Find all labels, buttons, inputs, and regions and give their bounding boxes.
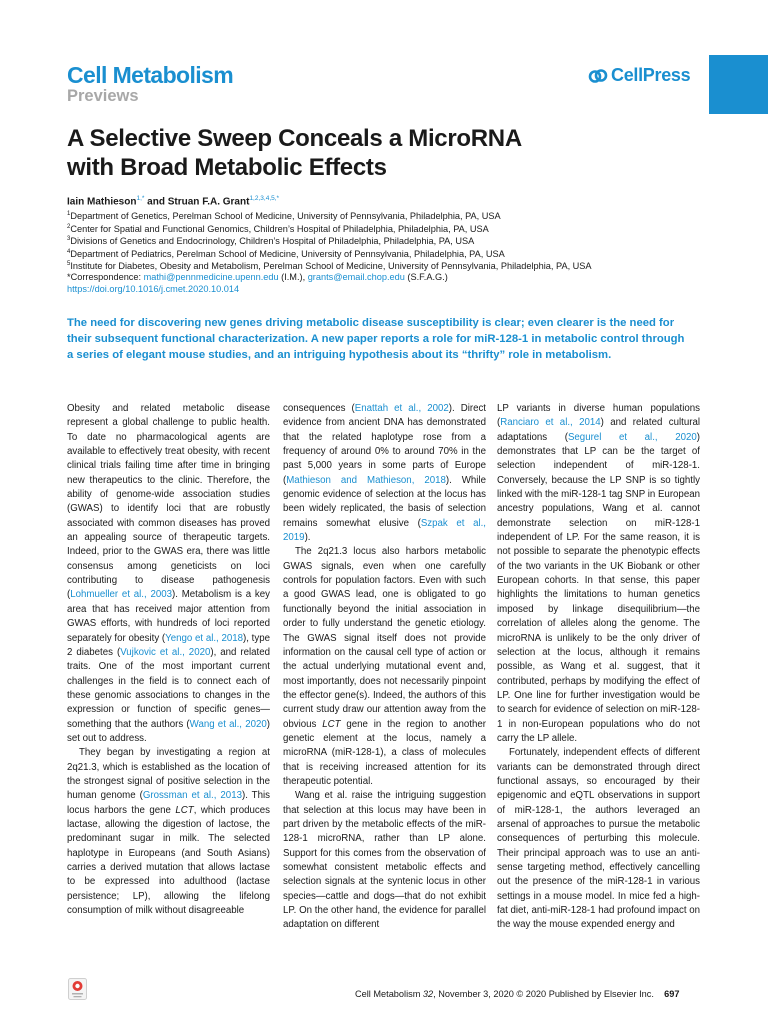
article-title	[67, 124, 667, 182]
crossmark-icon[interactable]	[68, 978, 87, 1000]
reference-link[interactable]: Enattah et al., 2002	[354, 403, 449, 414]
affiliation-num: 2	[67, 223, 71, 230]
affiliation-text: Divisions of Genetics and Endocrinology, Children’s Hospital of Philadelphia, Philadelphia, PA, USA	[70, 236, 475, 247]
cellpress-logo[interactable]	[588, 65, 690, 86]
correspondence-mid: (I.M.),	[278, 271, 308, 282]
page-footer	[355, 989, 679, 999]
text-run: ) demonstrates that LP can be the target of selection independent of miR-128-1. Conversely, because the LP SNP is so tightly linked with the miR-128-1 tag SNP in European ancestry populations, Wang et al. cannot demonstrate selection on miR-128-1 independent of LP. For the same reason, it is not possible to separate the phenotypic effects of the two variants in the UK Biobank or other European cohorts. In that sense, this paper highlights the limitations to human genetics imposed by linkage disequilibrium—the correlation of alleles along the genome. The microRNA is unlikely to be the only driver of selection at the locus, although it remains possible, as Wang et al. suggest, that it contributed, perhaps by modifying the effect of LP. One line for further investigation would be to search for evidence of selection on miR-128-1 in non-European populations who do not carry the LP allele.	[497, 431, 701, 744]
footer-volume: 32	[422, 989, 434, 999]
affiliation-text: Center for Spatial and Functional Genomics, Children’s Hospital of Philadelphia, Philadelphia, PA, USA	[70, 223, 489, 234]
cellpress-icon	[588, 68, 608, 84]
text-run: ). Direct evidence from ancient DNA has demonstrated that the related haplotype rose from a frequency of around 0% to around 70% in the past 5,000 years in some parts of Europe (	[283, 403, 487, 486]
title-line-2: with Broad Metabolic Effects	[67, 154, 387, 181]
correspondence	[67, 272, 448, 284]
reference-link[interactable]: Lohmueller et al., 2003	[70, 589, 173, 601]
body-column-1	[67, 402, 270, 918]
reference-link[interactable]: Wang et al., 2020	[189, 718, 267, 730]
affiliation-num: 4	[67, 248, 71, 255]
reference-link[interactable]: Segurel et al., 2020	[567, 431, 697, 443]
body-column-2	[283, 402, 486, 933]
author-2-sup: 1,2,3,4,5,*	[249, 195, 280, 202]
title-line-1: A Selective Sweep Conceals a MicroRNA	[67, 125, 522, 152]
section-label: Previews	[67, 87, 139, 105]
reference-link[interactable]: Vujkovic et al., 2020	[120, 646, 211, 658]
affiliation-num: 5	[67, 261, 71, 267]
paragraph	[497, 402, 700, 746]
journal-name: Cell Metabolism	[67, 62, 234, 88]
author-and: and	[144, 196, 168, 208]
text-run: ) and related cultural adaptations (	[497, 417, 700, 443]
body-column-3	[497, 402, 700, 933]
paragraph	[67, 746, 270, 918]
text-run: LP variants in diverse human populations (	[497, 403, 700, 429]
author-1-sup: 1,*	[136, 195, 145, 202]
paragraph	[283, 402, 486, 545]
paragraph: Wang et al. raise the intriguing suggestion that selection at this locus may have been in part driven by the metabolic effects of the miR-128-1 microRNA, rather than LP alone. Support for this comes from the observation of somewhat consistent metabolic effects and selection signals at the syntenic locus in other species—cattle and dogs—that do not exhibit LP. On the other hand, the evidence for parallel adaptation on different	[283, 790, 486, 931]
text-run: ). Metabolism is a key area that has received major attention from GWAS efforts, with hundreds of loci reported separately for obesity (	[67, 589, 270, 644]
paragraph: Fortunately, independent effects of different variants can be demonstrated through direct functional assays, so encouraged by their epigenomic and eQTL observations in support of miR-128-1, the authors leveraged an arsenal of approaches to pursue the metabolic consequences of perturbing this molecule. Their principal approach was to use an anti-sense targeting method, effectively cancelling out the presence of the miR-128-1 in various settings in a mouse model. In mice fed a high-fat diet, anti-miR-128-1 had profound impact on the way the mouse expended energy and	[497, 747, 701, 931]
footer-text: , November 3, 2020 © 2020 Published by Elsevier Inc.	[433, 989, 654, 999]
page-number: 697	[664, 989, 680, 999]
gene-name: LCT	[322, 718, 341, 730]
corner-tab	[709, 55, 768, 114]
text-run: gene in the region to another genetic element at the locus, namely a microRNA (miR-128-1), a class of molecules that is receiving increased attention for its therapeutic potential.	[283, 718, 486, 787]
author-1[interactable]: Iain Mathieson	[67, 196, 137, 208]
affiliation-text: Department of Pediatrics, Perelman School of Medicine, University of Pennsylvania, Philadelphia, PA, USA	[70, 248, 505, 259]
reference-link[interactable]: Grossman et al., 2013	[142, 790, 242, 802]
reference-link[interactable]: Ranciaro et al., 2014	[500, 417, 601, 429]
author-list	[67, 195, 279, 207]
reference-link[interactable]: Szpak et al., 2019	[283, 517, 486, 544]
logo-text: CellPress	[611, 65, 691, 85]
text-run: ). While genomic evidence of selection at the locus has been widely replicated, the basis of selection remains somewhat elusive (	[283, 474, 487, 529]
affiliation-num: 3	[67, 236, 71, 242]
affiliation-num: 1	[67, 211, 71, 217]
paragraph	[283, 545, 486, 789]
affiliation-text: Department of Genetics, Perelman School of Medicine, University of Pennsylvania, Philadelphia, PA, USA	[70, 211, 501, 222]
text-run: ), and related traits. One of the most important current challenges in the field is to connect each of these genomic associations to changes in the expression or function of specific genes—something that the authors (	[67, 646, 270, 730]
email-link-1[interactable]: mathi@pennmedicine.upenn.edu	[143, 271, 279, 282]
affiliation-text: Institute for Diabetes, Obesity and Metabolism, Perelman School of Medicine, University of Pennsylvania, Philadelphia, PA, USA	[70, 261, 592, 272]
author-2[interactable]: Struan F.A. Grant	[167, 196, 250, 208]
text-run: The 2q21.3 locus also harbors metabolic GWAS signals, even when one carefully controls for population factors. Even with such a good GWAS lead, one is obligated to go functionally beyond the initial association in order to fully understand the genetic etiology. The GWAS signal itself does not provide information on the causal cell type of action or the actual underlying mutational event and, most importantly, does not necessarily pinpoint the effector gene(s). Indeed, the authors of this current study draw our attention away from the obvious	[283, 546, 486, 730]
email-link-2[interactable]: grants@email.chop.edu	[307, 271, 405, 282]
paragraph	[67, 402, 270, 746]
correspondence-end: (S.F.A.G.)	[404, 271, 448, 282]
text-run: , which produces lactase, allowing the digestion of lactose, the predominant sugar in milk. The selected haplotype in Europeans (and South Asians) carries a derived mutation that allows lactase to be expressed into adulthood (lactase persistence; LP), allowing the lifelong consumption of milk without disagreeable	[67, 804, 270, 917]
text-run: They began by investigating a region at 2q21.3, which is established as the location of the strongest signal of positive selection in the human genome (	[67, 747, 270, 802]
reference-link[interactable]: Yengo et al., 2018	[165, 632, 244, 644]
correspondence-label: *Correspondence:	[67, 271, 144, 282]
text-run: ). This locus harbors the gene	[67, 790, 270, 816]
text-run: ), type 2 diabetes (	[67, 632, 270, 658]
reference-link[interactable]: Mathieson and Mathieson, 2018	[286, 474, 446, 486]
footer-journal: Cell Metabolism	[355, 989, 423, 999]
text-run: ).	[304, 532, 311, 544]
doi-link[interactable]: https://doi.org/10.1016/j.cmet.2020.10.014	[67, 284, 240, 294]
text-run: consequences (	[283, 403, 355, 414]
summary: The need for discovering new genes driving metabolic disease susceptibility is clear; even clearer is the need for their subsequent functional characterization. A new paper reports a role for miR-128-1 in metabolic control through a series of elegant mouse studies, and an intriguing hypothesis about its “thrifty” role in metabolism.	[67, 317, 685, 362]
gene-name: LCT	[175, 804, 194, 816]
text-run: Obesity and related metabolic disease represent a global challenge to public health. To date no pharmacological agents are available to effectively treat obesity, with recent clinical trials failing time after time in bringing new therapeutics to the clinic. Therefore, the ability of genome-wide association studies (GWAS) to identify loci that are robustly associated with common diseases has proved an appealing source of therapeutic targets. Indeed, prior to the GWAS era, there was little consensus among geneticists on loci contributing to disease pathogenesis (	[67, 403, 270, 601]
text-run: ) set out to address.	[67, 718, 270, 744]
